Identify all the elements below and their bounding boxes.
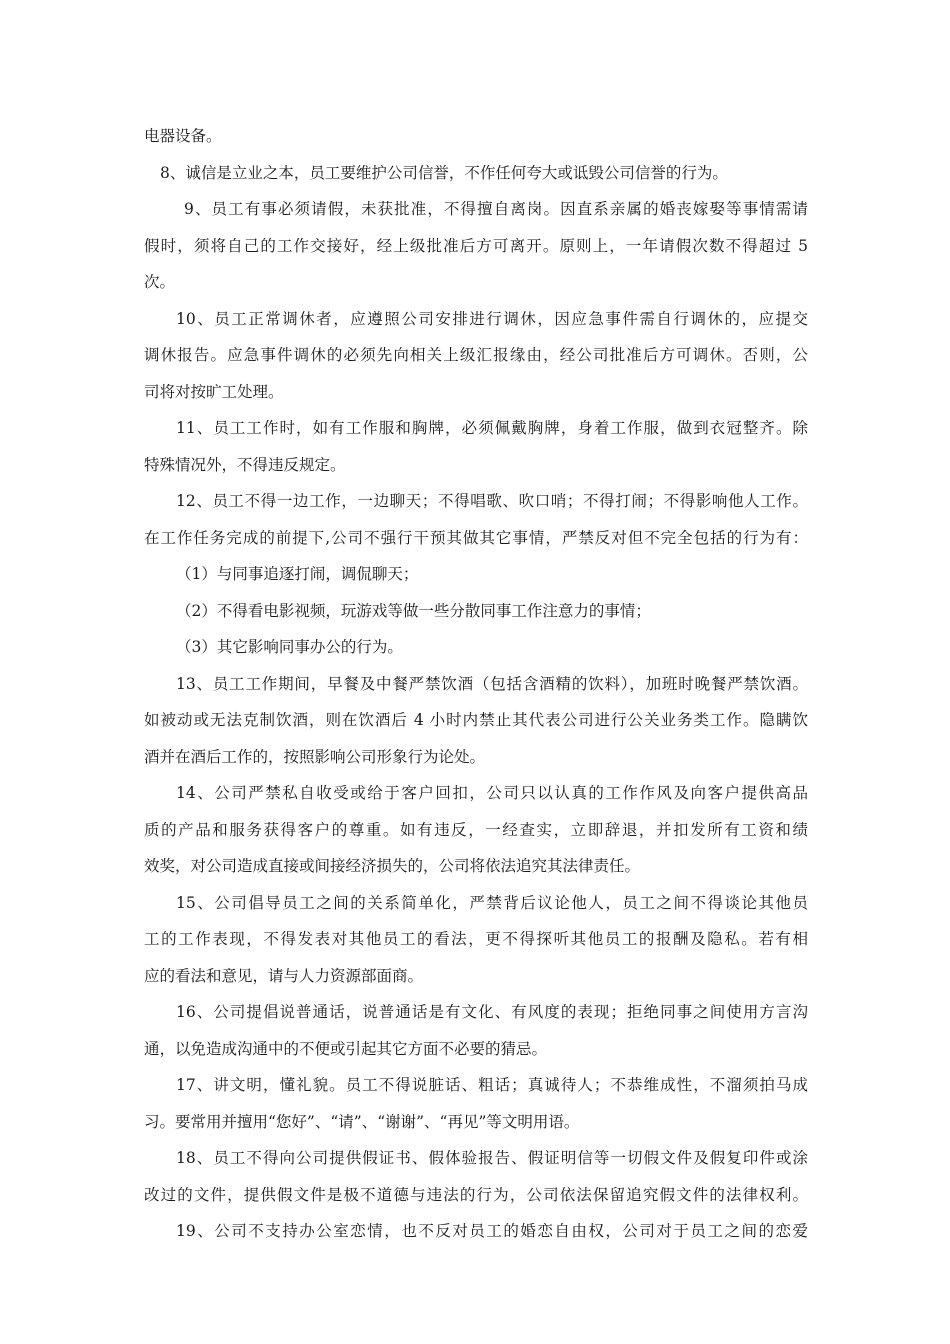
text-line: 效奖，对公司造成直接或间接经济损失的，公司将依法追究其法律责任。 xyxy=(144,857,641,875)
text-line: 通，以免造成沟通中的不便或引起其它方面不必要的猜忌。 xyxy=(144,1039,548,1058)
text-line: 18、员工不得向公司提供假证书、假体验报告、假证明信等一切假文件及假复印件或涂 xyxy=(176,1149,808,1167)
text-line: 10、员工正常调休者，应遵照公司安排进行调休，因应急事件需自行调休的，应提交 xyxy=(176,309,808,328)
text-line: 特殊情况外，不得违反规定。 xyxy=(144,455,346,474)
text-line: 16、公司提倡说普通话，说普通话是有文化、有风度的表现；拒绝同事之间使用方言沟 xyxy=(176,1003,808,1021)
text-line: （2）不得看电影视频，玩游戏等做一些分散同事工作注意力的事情； xyxy=(176,601,651,620)
text-line: （1）与同事追逐打闹，调侃聊天； xyxy=(176,565,419,583)
text-line: 调休报告。应急事件调休的必须先向相关上级汇报缘由，经公司批准后方可调休。否则，公 xyxy=(144,346,808,364)
text-line: 次。 xyxy=(144,273,176,291)
text-line: 司将对按旷工处理。 xyxy=(144,382,284,401)
text-line: 电器设备。 xyxy=(144,127,222,145)
text-line: 应的看法和意见，请与人力资源部面商。 xyxy=(144,966,424,985)
text-line: 质的产品和服务获得客户的尊重。如有违反，一经查实，立即辞退，并扣发所有工资和绩 xyxy=(144,820,808,839)
text-line: 如被动或无法克制饮酒，则在饮酒后 4 小时内禁止其代表公司进行公关业务类工作。隐瞒饮 xyxy=(144,711,808,729)
text-line: （3）其它影响同事办公的行为。 xyxy=(176,638,403,656)
document-body xyxy=(144,118,808,1250)
text-line: 14、公司严禁私自收受或给于客户回扣，公司只以认真的工作作风及向客户提供高品 xyxy=(176,784,808,802)
text-line: 8、诚信是立业之本，员工要维护公司信誉，不作任何夸大或诋毁公司信誉的行为。 xyxy=(160,163,728,182)
text-line: 17、讲文明，懂礼貌。员工不得说脏话、粗话；真诚待人；不恭维成性，不溜须拍马成 xyxy=(176,1076,808,1094)
text-line: 改过的文件，提供假文件是极不道德与违法的行为，公司依法保留追究假文件的法律权利。 xyxy=(144,1185,808,1204)
text-line: 11、员工工作时，如有工作服和胸牌，必须佩戴胸牌，身着工作服，做到衣冠整齐。除 xyxy=(176,419,808,437)
text-line: 酒并在酒后工作的，按照影响公司形象行为论处。 xyxy=(144,747,486,766)
text-line: 在工作任务完成的前提下,公司不强行干预其做其它事情，严禁反对但不完全包括的行为有： xyxy=(144,528,808,547)
text-line: 工的工作表现，不得发表对其他员工的看法，更不得探听其他员工的报酬及隐私。若有相 xyxy=(144,930,808,948)
text-line: 19、公司不支持办公室恋情，也不反对员工的婚恋自由权，公司对于员工之间的恋爱 xyxy=(176,1222,808,1240)
text-line: 15、公司倡导员工之间的关系简单化，严禁背后议论他人，员工之间不得谈论其他员 xyxy=(176,893,808,912)
text-line: 假时，须将自己的工作交接好，经上级批准后方可离开。原则上，一年请假次数不得超过 5 xyxy=(144,236,808,255)
text-line: 9、员工有事必须请假，未获批准，不得擅自离岗。因直系亲属的婚丧嫁娶等事情需请 xyxy=(184,200,808,218)
text-line: 12、员工不得一边工作，一边聊天；不得唱歌、吹口哨；不得打闹；不得影响他人工作。 xyxy=(176,492,808,510)
text-line: 习。要常用并擅用“您好”、“请”、“谢谢”、“再见”等文明用语。 xyxy=(144,1112,580,1131)
text-line: 13、员工工作期间，早餐及中餐严禁饮酒（包括含酒精的饮料），加班时晚餐严禁饮酒。 xyxy=(176,674,808,693)
